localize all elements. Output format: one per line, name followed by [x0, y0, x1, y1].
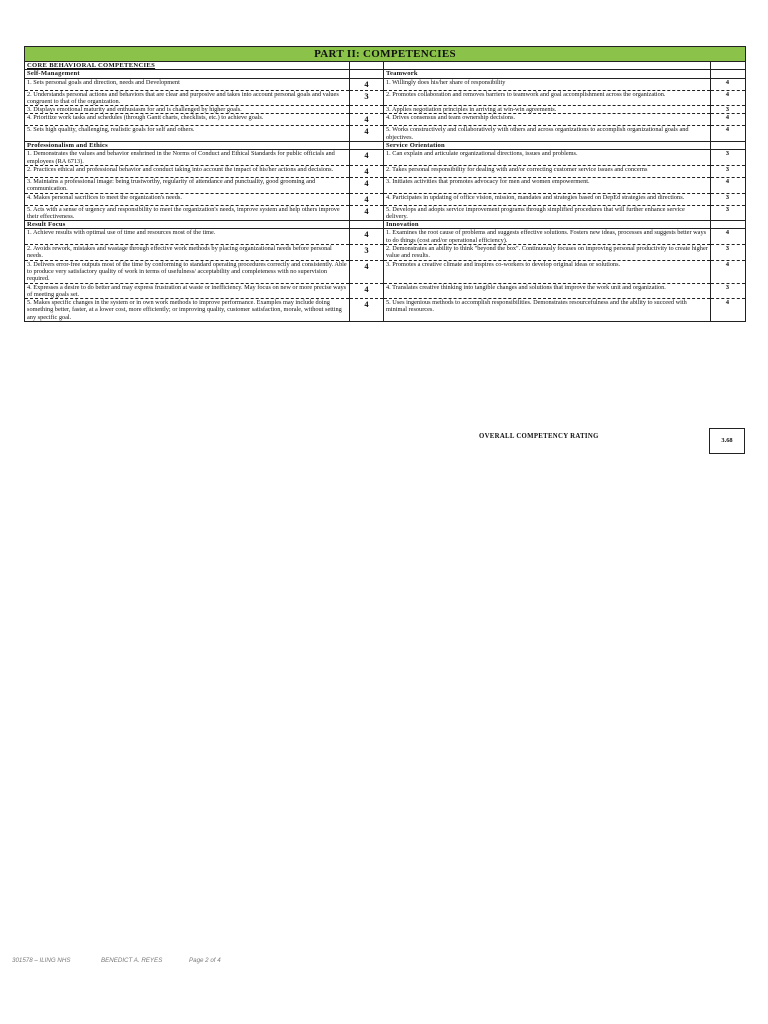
competency-row — [25, 165, 746, 177]
competency-left-rating: 4 — [350, 150, 384, 166]
competency-right-desc: 3. Applies negotiation principles in arriving at win-win agreements. — [384, 106, 711, 114]
section-heading-left: Result Focus — [27, 221, 66, 229]
competency-left-desc: 3. Maintains a professional image: being trustworthy, regularity of attendance and punctuality, good grooming and communication. — [25, 177, 350, 193]
competency-left-desc: 5. Acts with a sense of urgency and responsibility to meet the organization's needs, improve system and help others improve their effectiveness. — [25, 205, 350, 221]
competency-left-desc: 1. Sets personal goals and direction, needs and Development — [25, 78, 350, 90]
competency-left-rating: 4 — [350, 114, 384, 126]
competency-right-desc: 4. Translates creative thinking into tangible changes and solutions that improve the work unit and organization. — [384, 283, 711, 299]
title-row — [25, 47, 746, 62]
overall-rating — [24, 428, 745, 454]
competency-right-desc: 2. Takes personal responsibility for dealing with and/or correcting customer service issues and concerns — [384, 165, 711, 177]
competency-left-desc: 5. Makes specific changes in the system or in own work methods to improve performance. Examples may include doing something better, faster, at a lower cost, more efficiently; or improving quality, customer satisfaction, morale, without setting any specific goal. — [25, 299, 350, 322]
competency-row — [25, 260, 746, 283]
competency-right-desc: 4. Participates in updating of office vision, mission, mandates and strategies based on DepEd strategies and directions. — [384, 193, 711, 205]
section-heading-row — [25, 221, 746, 229]
competency-left-rating: 3 — [350, 245, 384, 261]
competency-row — [25, 245, 746, 261]
competency-row — [25, 229, 746, 245]
competency-left-rating: 3 — [350, 90, 384, 106]
overall-rating-label: OVERALL COMPETENCY RATING — [479, 433, 599, 440]
competency-right-rating: 3 — [711, 245, 746, 261]
competency-right-rating: 3 — [711, 205, 746, 221]
competency-row — [25, 205, 746, 221]
competency-row — [25, 193, 746, 205]
competency-right-desc: 1. Can explain and articulate organizational directions, issues and problems. — [384, 150, 711, 166]
competency-right-desc: 5. Uses ingenious methods to accomplish responsibilities. Demonstrates resourcefulness and the ability to succeed with minimal resources. — [384, 299, 711, 322]
competency-row — [25, 126, 746, 142]
competency-right-desc: 5. Develops and adopts service improvement programs through simplified procedures that will further enhance service delivery. — [384, 205, 711, 221]
competency-right-rating: 3 — [711, 283, 746, 299]
competency-left-rating: 4 — [350, 78, 384, 90]
section-heading-row — [25, 142, 746, 150]
competency-right-desc: 1. Willingly does his/her share of responsibility — [384, 78, 711, 90]
competency-left-rating: 4 — [350, 177, 384, 193]
overall-rating-value: 3.68 — [709, 428, 745, 454]
competency-row — [25, 78, 746, 90]
competency-right-desc: 1. Examines the root cause of problems and suggests effective solutions. Fosters new ideas, processes and suggests better ways to do things (cost and/or operational efficiency). — [384, 229, 711, 245]
competency-left-rating: 4 — [350, 126, 384, 142]
competency-left-rating: 4 — [350, 283, 384, 299]
competency-left-desc: 2. Understands personal actions and behaviors that are clear and purposive and takes into account personal goals and values congruent to that of the organization. — [25, 90, 350, 106]
competency-left-rating: 4 — [350, 260, 384, 283]
competency-right-rating: 4 — [711, 90, 746, 106]
competency-right-desc: 2. Promotes collaboration and removes barriers to teamwork and goal accomplishment across the organization. — [384, 90, 711, 106]
competency-right-rating: 4 — [711, 299, 746, 322]
competency-right-rating: 4 — [711, 114, 746, 126]
competency-left-rating: 4 — [350, 299, 384, 322]
competency-left-desc: 5. Sets high quality, challenging, realistic goals for self and others. — [25, 126, 350, 142]
competency-right-desc: 2. Demonstrates an ability to think "beyond the box". Continuously focuses on improving personal productivity to create higher value and results. — [384, 245, 711, 261]
competency-left-desc: 1. Demonstrates the values and behavior enshrined in the Norms of Conduct and Ethical Standards for public officials and employees (RA 6713). — [25, 150, 350, 166]
competency-left-desc: 4. Expresses a desire to do better and may express frustration at waste or inefficiency. May focus on new or more precise ways of meeting goals set. — [25, 283, 350, 299]
competency-right-rating: 4 — [711, 260, 746, 283]
competency-right-rating: 3 — [711, 150, 746, 166]
section-heading-row — [25, 70, 746, 78]
competency-row — [25, 90, 746, 106]
competency-row — [25, 106, 746, 114]
footer-page: Page 2 of 4 — [189, 957, 221, 964]
competency-row — [25, 150, 746, 166]
competency-left-rating: 4 — [350, 229, 384, 245]
competency-right-desc: 4. Drives consensus and team ownership decisions. — [384, 114, 711, 126]
competency-row — [25, 114, 746, 126]
competency-left-rating — [350, 106, 384, 114]
section-heading-right: Innovation — [386, 221, 419, 229]
competencies-sheet — [24, 46, 745, 322]
competency-right-rating: 4 — [711, 229, 746, 245]
competency-row — [25, 299, 746, 322]
competency-left-rating: 4 — [350, 205, 384, 221]
competency-left-desc: 3. Displays emotional maturity and enthusiasm for and is challenged by higher goals. — [25, 106, 350, 114]
page-footer — [12, 957, 221, 964]
competency-left-desc: 3. Delivers error-free outputs most of the time by conforming to standard operating procedures correctly and consistently. Able to produce very satisfactory quality of work in terms of usefulness/ acceptability and completeness with no supervision required. — [25, 260, 350, 283]
competency-right-desc: 3. Initiates activities that promotes advocacy for men and women empowerment. — [384, 177, 711, 193]
competency-right-rating: 3 — [711, 165, 746, 177]
core-behavioral-label: CORE BEHAVIORAL COMPETENCIES — [27, 62, 156, 69]
competency-right-desc: 3. Promotes a creative climate and inspires co-workers to develop original ideas or solutions. — [384, 260, 711, 283]
competency-row — [25, 283, 746, 299]
competency-right-rating: 4 — [711, 78, 746, 90]
competency-row — [25, 177, 746, 193]
competency-left-desc: 2. Avoids rework, mistakes and wastage through effective work methods by placing organizational needs before personal needs. — [25, 245, 350, 261]
competency-right-rating: 4 — [711, 126, 746, 142]
competency-right-rating: 4 — [711, 177, 746, 193]
competency-left-desc: 4. Makes personal sacrifices to meet the organization's needs. — [25, 193, 350, 205]
competency-left-desc: 1. Achieve results with optimal use of time and resources most of the time. — [25, 229, 350, 245]
footer-name: BENEDICT A. REYES — [101, 957, 163, 964]
competency-right-desc: 5. Works constructively and collaboratively with others and across organizations to accomplish organizational goals and objectives. — [384, 126, 711, 142]
competency-left-desc: 2. Practices ethical and professional behavior and conduct taking into account the impact of his/her actions and decisions. — [25, 165, 350, 177]
section-heading-left: Professionalism and Ethics — [27, 142, 108, 150]
competency-right-rating: 3 — [711, 106, 746, 114]
footer-school: 301578 – ILING NHS — [12, 957, 71, 964]
competency-left-desc: 4. Prioritize work tasks and schedules (through Gantt charts, checklists, etc.) to achieve goals. — [25, 114, 350, 126]
competency-right-rating: 3 — [711, 193, 746, 205]
section-heading-left: Self-Management — [27, 70, 80, 78]
competency-left-rating: 4 — [350, 165, 384, 177]
part-title: PART II: COMPETENCIES — [25, 47, 746, 62]
competency-left-rating: 4 — [350, 193, 384, 205]
section-heading-right: Teamwork — [386, 70, 418, 78]
competencies-table — [24, 46, 746, 322]
section-heading-right: Service Orientation — [386, 142, 445, 150]
core-label-row — [25, 62, 746, 70]
